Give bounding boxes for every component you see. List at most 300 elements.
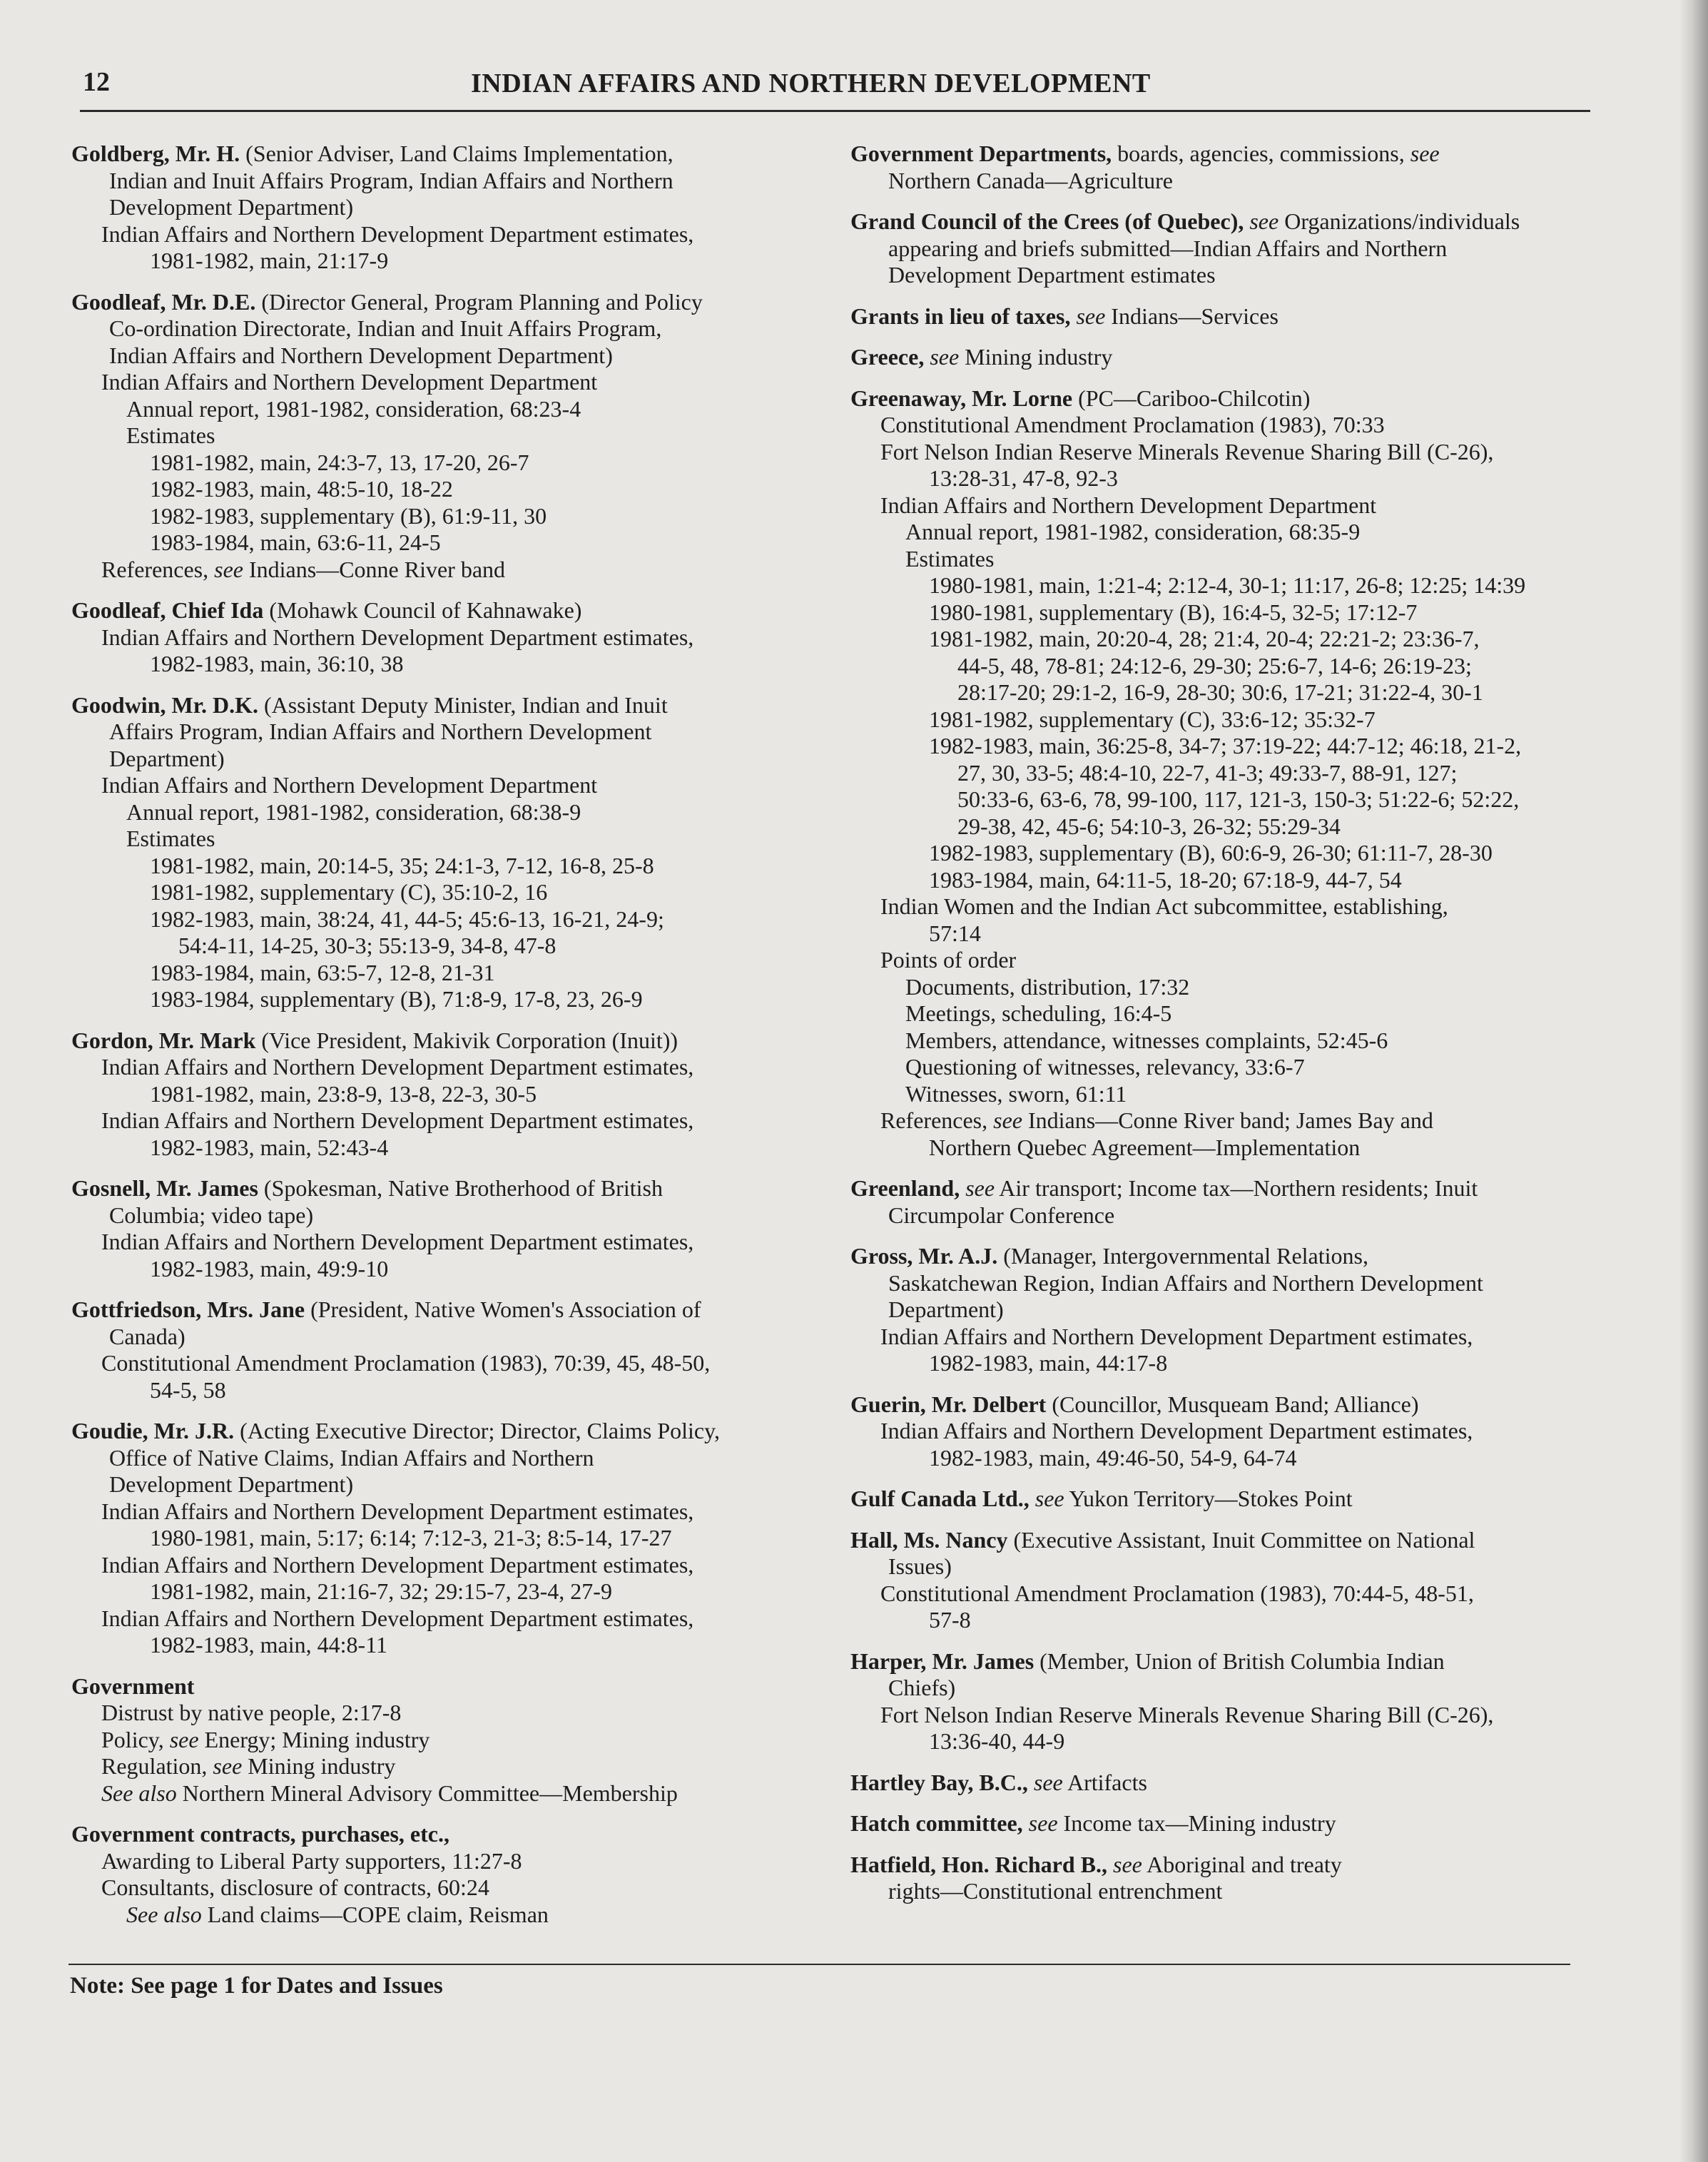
index-entry [71, 1821, 820, 1928]
index-text: Organizations/individuals [1279, 208, 1520, 234]
cross-reference: see [930, 344, 960, 370]
index-subline [850, 1081, 1600, 1108]
index-subline [850, 1135, 1600, 1162]
index-heading-line [71, 1175, 820, 1202]
index-text: Indians—Conne River band; James Bay and [1022, 1107, 1433, 1133]
index-text: Indian Affairs and Northern Development Department estimates, [101, 1054, 694, 1080]
index-subline [71, 396, 820, 423]
index-text: Development Department) [109, 1471, 354, 1497]
index-heading-line [71, 1296, 820, 1324]
index-subline [71, 1632, 820, 1659]
index-text: Circumpolar Conference [888, 1202, 1115, 1228]
index-subline [850, 1553, 1600, 1580]
index-text: 1982-1983, main, 36:10, 38 [150, 651, 404, 676]
index-subline [71, 1377, 820, 1404]
cross-reference: See also [126, 1901, 202, 1927]
index-text: Yukon Territory—Stokes Point [1064, 1486, 1353, 1511]
index-headword: Government contracts, purchases, etc., [71, 1821, 449, 1847]
index-subline [71, 651, 820, 678]
index-text: 1982-1983, main, 49:46-50, 54-9, 64-74 [929, 1444, 1297, 1471]
index-text: Northern Canada—Agriculture [888, 167, 1173, 193]
index-subline [71, 168, 820, 195]
index-subline [71, 1780, 820, 1807]
index-entry [850, 1527, 1600, 1634]
index-subline [71, 1229, 820, 1256]
index-text: Department) [109, 745, 225, 771]
index-subline [850, 1675, 1600, 1702]
index-text: Points of order [880, 947, 1017, 973]
index-text: Indian Women and the Indian Act subcommittee, establishing, [880, 893, 1448, 919]
index-text: Indian Affairs and Northern Development Department estimates, [101, 624, 694, 650]
index-subline [850, 235, 1600, 263]
index-entry [850, 1486, 1600, 1513]
index-entry [850, 1391, 1600, 1472]
index-headword: Hall, Ms. Nancy [850, 1526, 1008, 1553]
index-heading-line [71, 1673, 820, 1700]
index-entry [71, 1296, 820, 1404]
index-subline [850, 412, 1600, 439]
index-subline [71, 772, 820, 799]
index-headword: Goldberg, Mr. H. [71, 141, 240, 166]
index-text: Air transport; Income tax—Northern residents; Inuit [995, 1175, 1478, 1201]
index-heading-line [71, 1027, 820, 1055]
index-subline [850, 1350, 1600, 1377]
index-text: (Member, Union of British Columbia Indian [1034, 1648, 1445, 1674]
index-text: Indian Affairs and Northern Development Department [101, 369, 598, 395]
index-text: (Assistant Deputy Minister, Indian and Inuit [258, 691, 668, 718]
index-subline [71, 1700, 820, 1727]
index-heading-line [71, 1418, 820, 1445]
index-text: appearing and briefs submitted—Indian Affairs and Northern [888, 235, 1448, 261]
index-subline [71, 1753, 820, 1780]
index-subline [850, 626, 1600, 653]
index-heading-line [850, 208, 1600, 235]
index-text: 1982-1983, main, 49:9-10 [150, 1255, 389, 1282]
index-subline [71, 1081, 820, 1108]
index-heading-line [71, 1821, 820, 1848]
index-subline [71, 422, 820, 450]
index-text: Mining industry [242, 1753, 396, 1779]
index-headword: Goodleaf, Chief Ida [71, 597, 264, 623]
index-entry [71, 1673, 820, 1807]
index-text: Questioning of witnesses, relevancy, 33:6-7 [905, 1054, 1305, 1080]
index-text [1023, 1810, 1029, 1836]
index-heading-line [850, 1770, 1600, 1797]
index-text: (Vice President, Makivik Corporation (Inuit)) [255, 1027, 678, 1053]
cross-reference: see [965, 1175, 995, 1201]
index-headword: Government [71, 1673, 195, 1699]
index-entry [850, 1243, 1600, 1377]
index-text: Estimates [126, 826, 215, 851]
footer-note: Note: See page 1 for Dates and Issues [70, 1973, 443, 1999]
index-column-right [850, 141, 1600, 1919]
index-entry [71, 141, 820, 275]
index-entry [850, 385, 1600, 1162]
index-subline [71, 1605, 820, 1633]
index-headword: Gordon, Mr. Mark [71, 1027, 256, 1053]
index-subline [850, 1607, 1600, 1634]
index-text: 1983-1984, main, 63:6-11, 24-5 [150, 529, 441, 555]
index-entry [850, 344, 1600, 371]
index-text: Issues) [888, 1553, 952, 1579]
cross-reference: see [1028, 1810, 1058, 1836]
index-subline [71, 315, 820, 342]
index-text: Development Department) [109, 194, 354, 220]
index-text: 50:33-6, 63-6, 78, 99-100, 117, 121-3, 150-3; 51:22-6; 52:22, [957, 786, 1520, 812]
index-text: Constitutional Amendment Proclamation (1983), 70:33 [880, 412, 1385, 437]
index-text: (Spokesman, Native Brotherhood of British [258, 1175, 663, 1201]
index-text: Mining industry [959, 344, 1113, 370]
index-text: Annual report, 1981-1982, consideration, 68:38-9 [126, 798, 581, 825]
index-text: Fort Nelson Indian Reserve Minerals Revenue Sharing Bill (C-26), [880, 1701, 1494, 1727]
cross-reference: see [1410, 141, 1440, 166]
index-heading-line [850, 1852, 1600, 1879]
index-heading-line [71, 692, 820, 719]
index-heading-line [850, 1391, 1600, 1419]
index-subline [71, 986, 820, 1013]
index-text: Indian Affairs and Northern Development Department estimates, [880, 1323, 1473, 1349]
index-text: Estimates [126, 422, 215, 448]
index-subline [850, 947, 1600, 974]
index-subline [71, 1578, 820, 1605]
index-text: Aboriginal and treaty [1142, 1851, 1342, 1877]
index-subline [850, 1296, 1600, 1324]
index-text: rights—Constitutional entrenchment [888, 1878, 1223, 1904]
index-text [960, 1175, 965, 1201]
index-text: Indian Affairs and Northern Development Department estimates, [101, 1551, 694, 1578]
index-text: Indian Affairs and Northern Development Department [101, 772, 598, 798]
index-text: 1980-1981, main, 5:17; 6:14; 7:12-3, 21-3; 8:5-14, 17-27 [150, 1525, 672, 1551]
index-subline [71, 826, 820, 853]
index-text: Annual report, 1981-1982, consideration, 68:23-4 [126, 395, 581, 422]
index-headword: Greenland, [850, 1175, 960, 1201]
index-subline [71, 221, 820, 248]
index-text: References, [101, 556, 215, 582]
index-subline [850, 760, 1600, 787]
index-text: Department) [888, 1296, 1004, 1322]
index-subline [71, 1552, 820, 1579]
header-rule [80, 110, 1590, 112]
index-headword: Grand Council of the Crees (of Quebec), [850, 208, 1244, 234]
index-headword: Greenaway, Mr. Lorne [850, 385, 1073, 411]
cross-reference: see [213, 1753, 243, 1779]
index-entry [850, 303, 1600, 330]
index-subline [850, 1027, 1600, 1055]
index-subline [850, 679, 1600, 706]
index-text: 1982-1983, main, 44:8-11 [150, 1632, 387, 1658]
index-subline [71, 1498, 820, 1526]
index-headword: Gross, Mr. A.J. [850, 1243, 998, 1269]
index-subline [71, 529, 820, 557]
index-text: Office of Native Claims, Indian Affairs and Northern [109, 1444, 594, 1471]
index-headword: Harper, Mr. James [850, 1648, 1035, 1674]
index-subline [71, 450, 820, 477]
index-entry [850, 1648, 1600, 1755]
index-entry [850, 1852, 1600, 1905]
index-subline [71, 369, 820, 396]
index-subline [850, 813, 1600, 841]
index-headword: Gulf Canada Ltd., [850, 1486, 1030, 1511]
index-heading-line [850, 1486, 1600, 1513]
index-text: 1983-1984, main, 63:5-7, 12-8, 21-31 [150, 959, 495, 985]
index-subline [71, 1848, 820, 1875]
index-text: (President, Native Women's Association of [305, 1296, 701, 1322]
index-headword: Gottfriedson, Mrs. Jane [71, 1296, 305, 1322]
index-text: Meetings, scheduling, 16:4-5 [905, 1000, 1172, 1026]
index-subline [71, 1135, 820, 1162]
index-heading-line [850, 1175, 1600, 1202]
index-text: Indian Affairs and Northern Development Department [880, 492, 1377, 518]
index-text: Estimates [905, 545, 995, 572]
index-subline [71, 1727, 820, 1754]
index-text: Artifacts [1062, 1769, 1147, 1795]
index-subline [71, 557, 820, 584]
index-column-left [71, 141, 820, 1942]
index-text: Development Department estimates [888, 262, 1216, 288]
index-text: 1981-1982, main, 20:14-5, 35; 24:1-3, 7-12, 16-8, 25-8 [150, 852, 654, 878]
index-headword: Hatfield, Hon. Richard B., [850, 1851, 1108, 1877]
index-heading-line [71, 597, 820, 624]
index-subline [71, 248, 820, 275]
page-number: 12 [83, 67, 110, 97]
index-text: 28:17-20; 29:1-2, 16-9, 28-30; 30:6, 17-21; 31:22-4, 30-1 [957, 679, 1483, 705]
page-edge-shadow [1679, 0, 1708, 2162]
index-text: 1981-1982, main, 24:3-7, 13, 17-20, 26-7 [150, 449, 529, 475]
index-text: (Manager, Intergovernmental Relations, [997, 1243, 1368, 1269]
index-text: 13:36-40, 44-9 [929, 1728, 1065, 1754]
index-subline [71, 1525, 820, 1552]
index-text: 1981-1982, supplementary (C), 33:6-12; 35:32-7 [929, 706, 1376, 732]
index-text: Indians—Conne River band [243, 556, 506, 582]
index-heading-line [71, 141, 820, 168]
index-text: 1982-1983, main, 38:24, 41, 44-5; 45:6-13, 16-21, 24-9; [150, 905, 664, 932]
index-heading-line [850, 1810, 1600, 1837]
cross-reference: see [1033, 1769, 1063, 1795]
index-headword: Guerin, Mr. Delbert [850, 1391, 1047, 1417]
index-subline [850, 867, 1600, 894]
cross-reference: see [1113, 1851, 1142, 1877]
index-subline [71, 960, 820, 987]
index-text: boards, agencies, commissions, [1112, 141, 1410, 166]
index-text: 1983-1984, main, 64:11-5, 18-20; 67:18-9, 44-7, 54 [929, 866, 1402, 893]
index-entry [71, 1175, 820, 1282]
index-subline [71, 1256, 820, 1283]
index-subline [850, 519, 1600, 546]
index-subline [850, 1878, 1600, 1905]
index-heading-line [850, 344, 1600, 371]
index-text: Indian Affairs and Northern Development Department estimates, [101, 1107, 694, 1133]
index-text: Distrust by native people, 2:17-8 [101, 1700, 402, 1725]
index-text: (Director General, Program Planning and Policy [255, 288, 703, 315]
index-subline [71, 476, 820, 503]
index-subline [71, 624, 820, 651]
index-text: 44-5, 48, 78-81; 24:12-6, 29-30; 25:6-7, 14-6; 26:19-23; [957, 652, 1472, 679]
index-text: Chiefs) [888, 1675, 956, 1700]
index-subline [850, 1418, 1600, 1445]
index-heading-line [850, 141, 1600, 168]
index-text: Indian and Inuit Affairs Program, Indian Affairs and Northern [109, 167, 673, 193]
index-text: Saskatchewan Region, Indian Affairs and Northern Development [888, 1269, 1483, 1296]
index-subline [71, 503, 820, 530]
index-entry [71, 1418, 820, 1659]
index-text: 54-5, 58 [150, 1376, 226, 1403]
index-text: (PC—Cariboo-Chilcotin) [1072, 385, 1311, 411]
index-subline [850, 840, 1600, 867]
index-subline [71, 1445, 820, 1472]
index-headword: Hatch committee, [850, 1810, 1023, 1836]
index-text: Affairs Program, Indian Affairs and Northern Development [109, 719, 652, 744]
index-text: 1982-1983, main, 48:5-10, 18-22 [150, 476, 453, 502]
index-text: Indian Affairs and Northern Development Department estimates, [101, 1605, 694, 1631]
index-text: 1982-1983, main, 52:43-4 [150, 1134, 389, 1160]
index-text: Regulation, [101, 1753, 213, 1779]
index-subline [71, 1350, 820, 1377]
index-text: 54:4-11, 14-25, 30-3; 55:13-9, 34-8, 47-8 [178, 933, 556, 958]
index-text: Awarding to Liberal Party supporters, 11:27-8 [101, 1847, 522, 1874]
index-text: 57-8 [929, 1607, 971, 1633]
index-entry [71, 1027, 820, 1162]
index-subline [850, 572, 1600, 599]
cross-reference: see [1035, 1486, 1064, 1511]
cross-reference: see [169, 1726, 199, 1752]
index-subline [71, 194, 820, 221]
index-text: 1981-1982, main, 20:20-4, 28; 21:4, 20-4; 22:21-2; 23:36-7, [929, 626, 1480, 651]
index-text: Constitutional Amendment Proclamation (1983), 70:39, 45, 48-50, [101, 1350, 711, 1376]
index-heading-line [850, 1527, 1600, 1554]
index-text: 1982-1983, supplementary (B), 61:9-11, 30 [150, 502, 547, 529]
index-text: Witnesses, sworn, 61:11 [905, 1080, 1127, 1107]
index-text: Land claims—COPE claim, Reisman [201, 1901, 549, 1927]
index-headword: Hartley Bay, B.C., [850, 1769, 1028, 1795]
index-text: (Acting Executive Director; Director, Claims Policy, [234, 1418, 721, 1443]
index-entry [71, 692, 820, 1013]
index-subline [71, 746, 820, 773]
index-headword: Government Departments, [850, 141, 1112, 166]
index-text: Constitutional Amendment Proclamation (1983), 70:44-5, 48-51, [880, 1580, 1474, 1606]
index-subline [71, 933, 820, 960]
index-headword: Gosnell, Mr. James [71, 1175, 258, 1201]
index-text: References, [880, 1107, 994, 1133]
index-subline [850, 893, 1600, 920]
index-text: Indian Affairs and Northern Development Department estimates, [101, 220, 694, 247]
index-text: (Executive Assistant, Inuit Committee on National [1007, 1526, 1475, 1553]
cross-reference: See also [101, 1780, 177, 1806]
index-subline [850, 262, 1600, 289]
index-text: 1982-1983, main, 44:17-8 [929, 1350, 1168, 1376]
index-text: Fort Nelson Indian Reserve Minerals Revenue Sharing Bill (C-26), [880, 438, 1494, 465]
index-text: Indian Affairs and Northern Development Department estimates, [880, 1418, 1473, 1443]
index-text: Co-ordination Directorate, Indian and Inuit Affairs Program, [109, 315, 662, 341]
index-subline [71, 1902, 820, 1929]
index-entry [850, 141, 1600, 194]
index-text: 1980-1981, main, 1:21-4; 2:12-4, 30-1; 11:17, 26-8; 12:25; 14:39 [929, 572, 1526, 598]
index-subline [71, 719, 820, 746]
index-text: 57:14 [929, 920, 981, 946]
index-subline [850, 733, 1600, 760]
index-subline [850, 1445, 1600, 1472]
index-text: Indian Affairs and Northern Development Department estimates, [101, 1229, 694, 1254]
index-text: Columbia; video tape) [109, 1202, 314, 1228]
running-head: INDIAN AFFAIRS AND NORTHERN DEVELOPMENT [471, 68, 1151, 98]
index-subline [850, 1000, 1600, 1027]
index-text: Indian Affairs and Northern Development Department) [109, 342, 613, 368]
index-text: 1983-1984, supplementary (B), 71:8-9, 17-8, 23, 26-9 [150, 986, 643, 1012]
index-entry [71, 597, 820, 678]
index-subline [71, 906, 820, 933]
index-heading-line [71, 289, 820, 316]
cross-reference: see [214, 556, 243, 582]
index-text: Income tax—Mining industry [1057, 1810, 1336, 1836]
index-subline [850, 1702, 1600, 1729]
index-subline [850, 599, 1600, 626]
index-subline [850, 653, 1600, 680]
index-subline [850, 1324, 1600, 1351]
index-subline [850, 920, 1600, 948]
index-subline [71, 342, 820, 370]
index-text [1107, 1852, 1113, 1877]
index-subline [850, 492, 1600, 519]
index-text: 1980-1981, supplementary (B), 16:4-5, 32-5; 17:12-7 [929, 599, 1418, 625]
index-text: 1982-1983, supplementary (B), 60:6-9, 26-30; 61:11-7, 28-30 [929, 840, 1493, 866]
index-text: Northern Quebec Agreement—Implementation [929, 1134, 1361, 1160]
index-text: (Councillor, Musqueam Band; Alliance) [1046, 1391, 1419, 1417]
index-subline [850, 1270, 1600, 1297]
index-entry [850, 208, 1600, 289]
index-text: (Senior Adviser, Land Claims Implementation, [240, 141, 673, 166]
index-text: 29-38, 42, 45-6; 54:10-3, 26-32; 55:29-34 [957, 813, 1341, 839]
index-heading-line [850, 1243, 1600, 1270]
index-subline [850, 974, 1600, 1001]
index-subline [71, 1054, 820, 1081]
index-headword: Goodleaf, Mr. D.E. [71, 288, 256, 315]
cross-reference: see [1076, 303, 1106, 329]
index-subline [850, 1107, 1600, 1135]
index-entry [850, 1175, 1600, 1229]
index-subline [850, 1580, 1600, 1608]
index-text: Documents, distribution, 17:32 [905, 973, 1190, 1000]
index-text: 1981-1982, main, 21:17-9 [150, 248, 389, 273]
index-text [1030, 1486, 1035, 1511]
index-text: Canada) [109, 1323, 185, 1349]
index-subline [71, 1874, 820, 1902]
index-subline [71, 1324, 820, 1351]
index-text: 1981-1982, main, 23:8-9, 13-8, 22-3, 30-5 [150, 1080, 537, 1107]
index-text: 1981-1982, supplementary (C), 35:10-2, 16 [150, 879, 548, 905]
index-subline [850, 1728, 1600, 1755]
index-subline [71, 853, 820, 880]
index-subline [850, 786, 1600, 813]
index-subline [850, 546, 1600, 573]
index-subline [71, 1471, 820, 1498]
cross-reference: see [993, 1107, 1022, 1133]
index-text: Consultants, disclosure of contracts, 60:24 [101, 1874, 489, 1900]
index-text: Indian Affairs and Northern Development Department estimates, [101, 1498, 694, 1524]
index-heading-line [850, 385, 1600, 412]
index-text [1028, 1770, 1034, 1795]
index-subline [850, 1054, 1600, 1081]
index-headword: Greece, [850, 344, 925, 370]
index-text: 1982-1983, main, 36:25-8, 34-7; 37:19-22; 44:7-12; 46:18, 21-2, [929, 733, 1522, 758]
index-entry [71, 289, 820, 584]
index-heading-line [850, 303, 1600, 330]
index-text: Policy, [101, 1726, 170, 1752]
index-headword: Goudie, Mr. J.R. [71, 1418, 235, 1443]
index-text: Annual report, 1981-1982, consideration, 68:35-9 [905, 519, 1361, 544]
index-text: 1981-1982, main, 21:16-7, 32; 29:15-7, 23-4, 27-9 [150, 1578, 612, 1604]
footer-rule [68, 1964, 1570, 1965]
index-subline [71, 1202, 820, 1229]
index-subline [71, 879, 820, 906]
